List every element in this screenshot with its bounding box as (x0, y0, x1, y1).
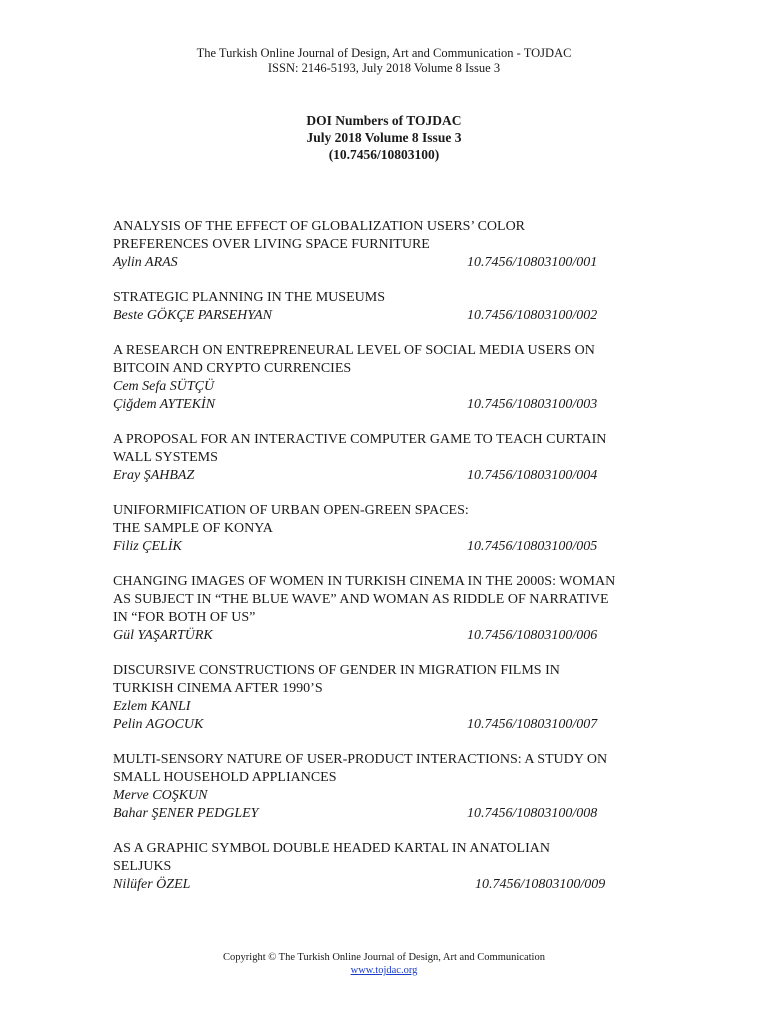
author-name: Aylin ARAS (113, 255, 178, 270)
author-name: Filiz ÇELİK (113, 539, 182, 554)
article-title: IN “FOR BOTH OF US” (113, 610, 256, 625)
author-name: Nilüfer ÖZEL (113, 877, 191, 892)
article-title: STRATEGIC PLANNING IN THE MUSEUMS (113, 290, 385, 305)
article-title: MULTI-SENSORY NATURE OF USER-PRODUCT INTERACTIONS: A STUDY ON (113, 752, 608, 767)
copyright-text: Copyright © The Turkish Online Journal of Design, Art and Communication (223, 952, 545, 963)
issn-line: ISSN: 2146-5193, July 2018 Volume 8 Issue 3 (267, 61, 501, 75)
article-title: AS A GRAPHIC SYMBOL DOUBLE HEADED KARTAL IN ANATOLIAN (113, 841, 550, 856)
author-row (113, 698, 633, 716)
author-row (113, 396, 633, 414)
author-row (113, 307, 633, 325)
author-name: Eray ŞAHBAZ (113, 468, 195, 483)
journal-name-line: The Turkish Online Journal of Design, Art and Communication - TOJDAC (196, 46, 572, 60)
doi-title-line1: DOI Numbers of TOJDAC (306, 113, 462, 128)
author-name: Ezlem KANLI (113, 699, 191, 714)
author-row (113, 787, 633, 805)
article-title: A RESEARCH ON ENTREPRENEURAL LEVEL OF SOCIAL MEDIA USERS ON (113, 343, 595, 358)
article-item-006 (113, 573, 633, 645)
article-title: CHANGING IMAGES OF WOMEN IN TURKISH CINEMA IN THE 2000S: WOMAN (113, 574, 616, 589)
page-footer (0, 951, 768, 977)
article-title: SELJUKS (113, 859, 172, 874)
author-name: Gül YAŞARTÜRK (113, 628, 213, 643)
author-name: Beste GÖKÇE PARSEHYAN (113, 308, 272, 323)
article-title: THE SAMPLE OF KONYA (113, 521, 273, 536)
article-title: SMALL HOUSEHOLD APPLIANCES (113, 770, 337, 785)
author-row (113, 805, 633, 823)
article-title: A PROPOSAL FOR AN INTERACTIVE COMPUTER GAME TO TEACH CURTAIN (113, 432, 607, 447)
author-row (113, 876, 633, 894)
doi-number: 10.7456/10803100/004 (467, 468, 598, 483)
author-name: Merve COŞKUN (113, 788, 208, 803)
doi-number: 10.7456/10803100/001 (467, 255, 598, 270)
article-item-008 (113, 751, 633, 823)
journal-header (0, 46, 768, 76)
article-title: TURKISH CINEMA AFTER 1990’S (113, 681, 323, 696)
doi-number: 10.7456/10803100/006 (467, 628, 598, 643)
author-name: Çiğdem AYTEKİN (113, 397, 216, 412)
article-title: BITCOIN AND CRYPTO CURRENCIES (113, 361, 352, 376)
author-row (113, 254, 633, 272)
author-name: Cem Sefa SÜTÇÜ (113, 379, 215, 394)
author-row (113, 716, 633, 734)
doi-number: 10.7456/10803100/008 (467, 806, 598, 821)
article-title: WALL SYSTEMS (113, 450, 218, 465)
article-list (113, 218, 633, 911)
website-link[interactable]: www.tojdac.org (350, 965, 418, 976)
doi-number: 10.7456/10803100/007 (467, 717, 598, 732)
author-row (113, 538, 633, 556)
author-name: Bahar ŞENER PEDGLEY (113, 806, 259, 821)
article-title: DISCURSIVE CONSTRUCTIONS OF GENDER IN MIGRATION FILMS IN (113, 663, 560, 678)
doi-number: 10.7456/10803100/002 (467, 308, 598, 323)
author-row (113, 467, 633, 485)
article-item-009 (113, 840, 633, 894)
doi-title-line3: (10.7456/10803100) (328, 147, 440, 162)
doi-title-line2: July 2018 Volume 8 Issue 3 (306, 130, 462, 145)
article-item-007 (113, 662, 633, 734)
article-item-002 (113, 289, 633, 325)
doi-number: 10.7456/10803100/009 (475, 877, 606, 892)
article-title: UNIFORMIFICATION OF URBAN OPEN-GREEN SPACES: (113, 503, 469, 518)
article-item-004 (113, 431, 633, 485)
article-title: ANALYSIS OF THE EFFECT OF GLOBALIZATION USERS’ COLOR (113, 219, 526, 234)
article-item-005 (113, 502, 633, 556)
doi-title-block (0, 112, 768, 163)
author-row (113, 378, 633, 396)
article-item-003 (113, 342, 633, 414)
article-title: PREFERENCES OVER LIVING SPACE FURNITURE (113, 237, 430, 252)
doi-number: 10.7456/10803100/003 (467, 397, 598, 412)
author-row (113, 627, 633, 645)
doi-number: 10.7456/10803100/005 (467, 539, 598, 554)
article-title: AS SUBJECT IN “THE BLUE WAVE” AND WOMAN AS RIDDLE OF NARRATIVE (113, 592, 609, 607)
article-item-001 (113, 218, 633, 272)
author-name: Pelin AGOCUK (113, 717, 204, 732)
